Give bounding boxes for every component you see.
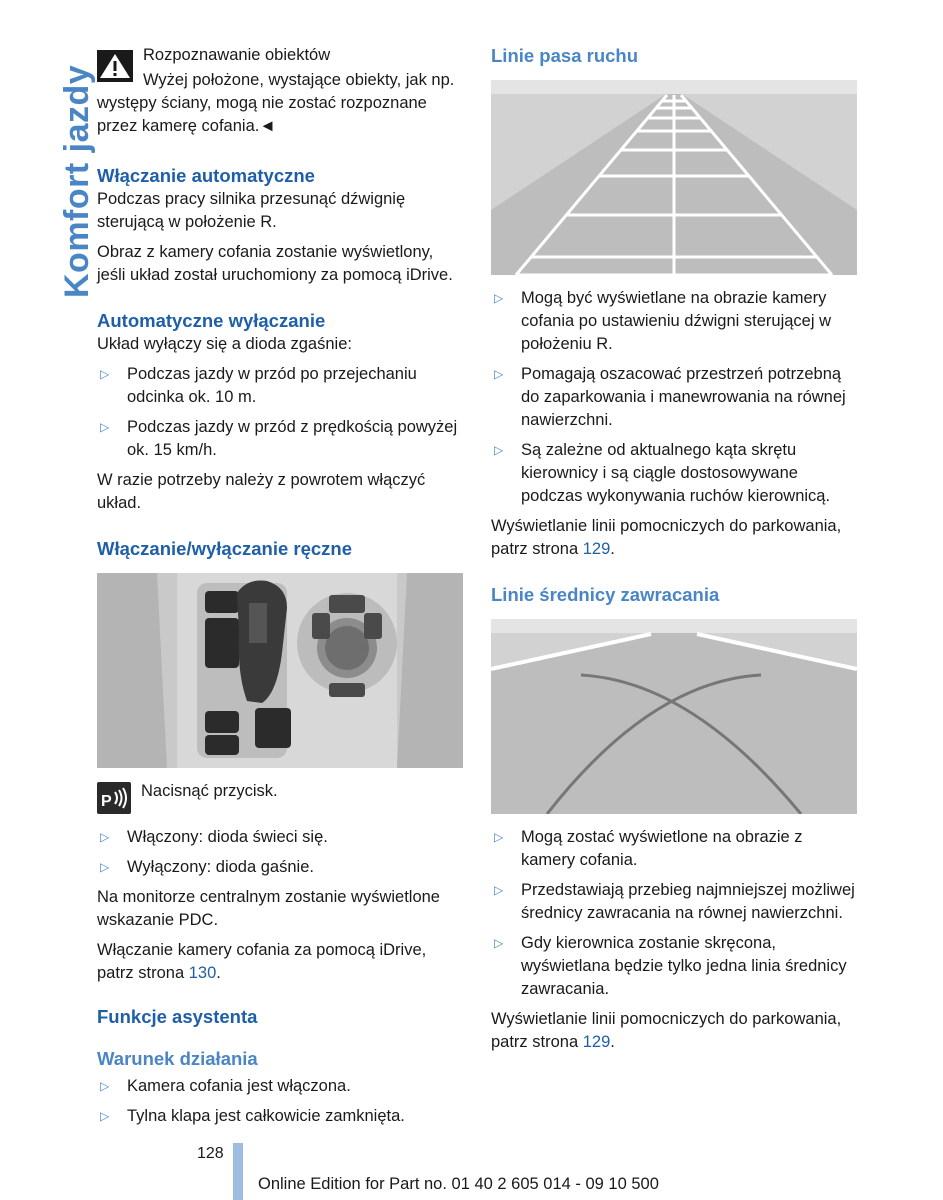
list-item: ▷ Włączony: dioda świeci się.	[97, 826, 465, 849]
camera-ref: Włączanie kamery cofania za pomocą iDrive, patrz strona 130.	[97, 941, 427, 982]
side-tab-label: Komfort jazdy	[58, 64, 96, 298]
turn-list	[491, 826, 859, 1001]
list-item: ▷ Gdy kierownica zostanie skręcona, wyświetlana będzie tylko jedna linia średnicy zawracania.	[491, 932, 859, 1001]
gear-selector-photo	[97, 573, 463, 768]
list-item: ▷ Mogą być wyświetlane na obrazie kamery cofania po ustawieniu dźwigni sterującej w położeniu R.	[491, 287, 859, 356]
side-tab	[8, 40, 96, 300]
list-item: ▷ Podczas jazdy w przód z prędkością powyżej ok. 15 km/h.	[97, 416, 465, 462]
list-item: ▷ Przedstawiają przebieg najmniejszej możliwej średnicy zawracania na równej nawierzchni.	[491, 879, 859, 925]
svg-text:P: P	[101, 793, 112, 810]
auto-on-p2: Obraz z kamery cofania zostanie wyświetlony, jeśli układ został uruchomiony za pomocą iDrive.	[97, 243, 453, 284]
auto-off-intro: Układ wyłączy się a dioda zgaśnie:	[97, 335, 352, 353]
list-item: ▷ Pomagają oszacować przestrzeń potrzebną do zaparkowania i manewrowania na równej nawierzchni.	[491, 363, 859, 432]
warning-text: Wyżej położone, wystające obiekty, jak np. występy ściany, mogą nie zostać rozpoznane przez kamerę cofania.◄	[97, 71, 455, 135]
page-link-129[interactable]: 129	[582, 540, 611, 558]
turning-circle-illustration	[491, 619, 857, 814]
auto-on-p1: Podczas pracy silnika przesunąć dźwignię sterującą w położenie R.	[97, 190, 406, 231]
list-item: ▷ Wyłączony: dioda gaśnie.	[97, 856, 465, 879]
assist-heading: Funkcje asystenta	[97, 1006, 258, 1027]
list-item: ▷ Mogą zostać wyświetlone na obrazie z kamery cofania.	[491, 826, 859, 872]
list-item: ▷ Kamera cofania jest włączona.	[97, 1075, 465, 1098]
list-item: ▷ Podczas jazdy w przód po przejechaniu odcinka ok. 10 m.	[97, 363, 465, 409]
warning-triangle-icon	[97, 50, 133, 82]
list-item: ▷ Tylna klapa jest całkowicie zamknięta.	[97, 1105, 465, 1128]
list-item: ▷ Są zależne od aktualnego kąta skrętu kierownicy i są ciągle dostosowywane podczas wykonywania ruchów kierownicą.	[491, 439, 859, 508]
footer-bar	[233, 1143, 243, 1200]
left-column	[97, 44, 465, 1135]
page-link-130[interactable]: 130	[188, 964, 217, 982]
warning-block	[97, 44, 465, 67]
page-number: 128	[197, 1145, 224, 1162]
auto-on-heading: Włączanie automatyczne	[97, 165, 315, 186]
footer-edition: Online Edition for Part no. 01 40 2 605 014 - 09 10 500	[258, 1175, 659, 1193]
lanes-ref: Wyświetlanie linii pomocniczych do parkowania, patrz strona 129.	[491, 517, 842, 558]
turn-heading: Linie średnicy zawracania	[491, 584, 720, 605]
right-column	[491, 44, 859, 1061]
manual-heading: Włączanie/wyłączanie ręczne	[97, 538, 353, 559]
lane-lines-illustration	[491, 80, 857, 275]
lanes-list	[491, 287, 859, 508]
lanes-heading: Linie pasa ruchu	[491, 45, 639, 66]
condition-list	[97, 1075, 465, 1128]
auto-off-heading: Automatyczne wyłączanie	[97, 310, 326, 331]
auto-off-list	[97, 363, 465, 462]
condition-heading: Warunek działania	[97, 1048, 258, 1069]
pdc-note: Na monitorze centralnym zostanie wyświetlone wskazanie PDC.	[97, 888, 440, 929]
pdc-button-icon	[97, 782, 131, 814]
warning-title: Rozpoznawanie obiektów	[143, 46, 331, 64]
turn-ref: Wyświetlanie linii pomocniczych do parkowania, patrz strona 129.	[491, 1010, 842, 1051]
auto-off-note: W razie potrzeby należy z powrotem włączyć układ.	[97, 471, 426, 512]
press-button-text: Nacisnąć przycisk.	[141, 782, 278, 800]
press-button-block	[97, 780, 465, 816]
page-link-129-b[interactable]: 129	[582, 1033, 611, 1051]
state-list	[97, 826, 465, 879]
